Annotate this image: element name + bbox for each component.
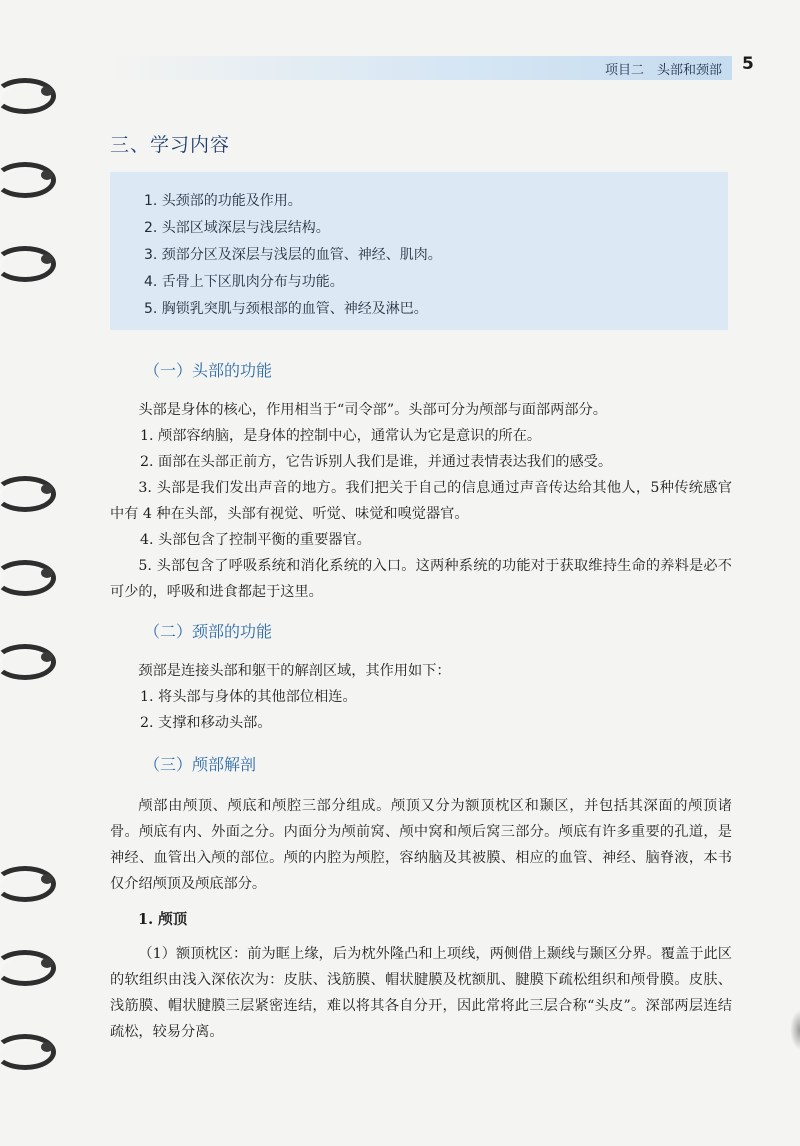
page-edge-shadow xyxy=(790,1010,800,1050)
objective-item: 4. 舌骨上下区肌肉分布与功能。 xyxy=(144,274,344,290)
list-item: 2. 支撑和移动头部。 xyxy=(140,715,272,731)
binding-ring xyxy=(0,950,56,986)
binding-ring xyxy=(0,644,56,680)
chapter-title: 项目二 头部和颈部 xyxy=(604,63,722,78)
list-item: 2. 面部在头部正前方，它告诉别人我们是谁，并通过表情表达我们的感受。 xyxy=(140,454,613,470)
binding-ring xyxy=(0,476,56,512)
list-item: 4. 头部包含了控制平衡的重要器官。 xyxy=(140,532,371,548)
list-item: 5. 头部包含了呼吸系统和消化系统的入口。这两种系统的功能对于获取维持生命的养料是必不可少的，呼吸和进食都起于这里。 xyxy=(110,558,732,600)
objective-item: 5. 胸锁乳突肌与颈根部的血管、神经及淋巴。 xyxy=(144,301,428,317)
list-item: 1. 将头部与身体的其他部位相连。 xyxy=(140,689,357,705)
objective-item: 1. 头颈部的功能及作用。 xyxy=(144,193,302,209)
running-header xyxy=(110,56,732,80)
page-number: 5 xyxy=(742,54,754,74)
binding-ring xyxy=(0,866,56,902)
paragraph-frontoparietal-region: （1）额顶枕区：前为眶上缘，后为枕外隆凸和上项线，两侧借上颞线与颞区分界。覆盖于此区的软组织由浅入深依次为：皮肤、浅筋膜、帽状腱膜及枕额肌、腱膜下疏松组织和颅骨膜。皮肤、浅筋膜、帽状腱膜三层紧密连结，难以将其各自分开，因此常将此三层合称“头皮”。深部两层连结疏松，较易分离。 xyxy=(110,946,732,1040)
heading-skull-vault: 1. 颅顶 xyxy=(138,911,188,928)
binding-ring xyxy=(0,78,56,114)
paragraph-skull-anatomy: 颅部由颅顶、颅底和颅腔三部分组成。颅顶又分为额顶枕区和颞区，并包括其深面的颅顶诸骨。颅底有内、外面之分。内面分为颅前窝、颅中窝和颅后窝三部分。颅底有许多重要的孔道，是神经、血管出入颅的部位。颅的内腔为颅腔，容纳脑及其被膜、相应的血管、神经、脑脊液，本书仅介绍颅顶及颅底部分。 xyxy=(110,798,732,892)
list-item: 3. 头部是我们发出声音的地方。我们把关于自己的信息通过声音传达给其他人，5种传统感官中有 4 种在头部，头部有视觉、听觉、味觉和嗅觉器官。 xyxy=(110,480,732,522)
subsection-title-neck-function: （二）颈部的功能 xyxy=(144,622,273,641)
list-item: 1. 颅部容纳脑，是身体的控制中心，通常认为它是意识的所在。 xyxy=(140,428,542,444)
binding-ring xyxy=(0,1034,56,1070)
subsection-title-skull-anatomy: （三）颅部解剖 xyxy=(144,755,257,774)
paragraph-head-intro: 头部是身体的核心，作用相当于“司令部”。头部可分为颅部与面部两部分。 xyxy=(138,402,607,418)
objective-item: 2. 头部区域深层与浅层结构。 xyxy=(144,220,330,236)
subsection-title-head-function: （一）头部的功能 xyxy=(144,361,273,380)
binding-ring xyxy=(0,162,56,198)
objectives-list xyxy=(110,172,728,323)
learning-objectives-box xyxy=(110,172,728,330)
binding-ring xyxy=(0,560,56,596)
section-title: 三、学习内容 xyxy=(110,134,231,156)
objective-item: 3. 颈部分区及深层与浅层的血管、神经、肌肉。 xyxy=(144,247,442,263)
binding-ring xyxy=(0,246,56,282)
paragraph-neck-intro: 颈部是连接头部和躯干的解剖区域，其作用如下： xyxy=(138,663,451,679)
